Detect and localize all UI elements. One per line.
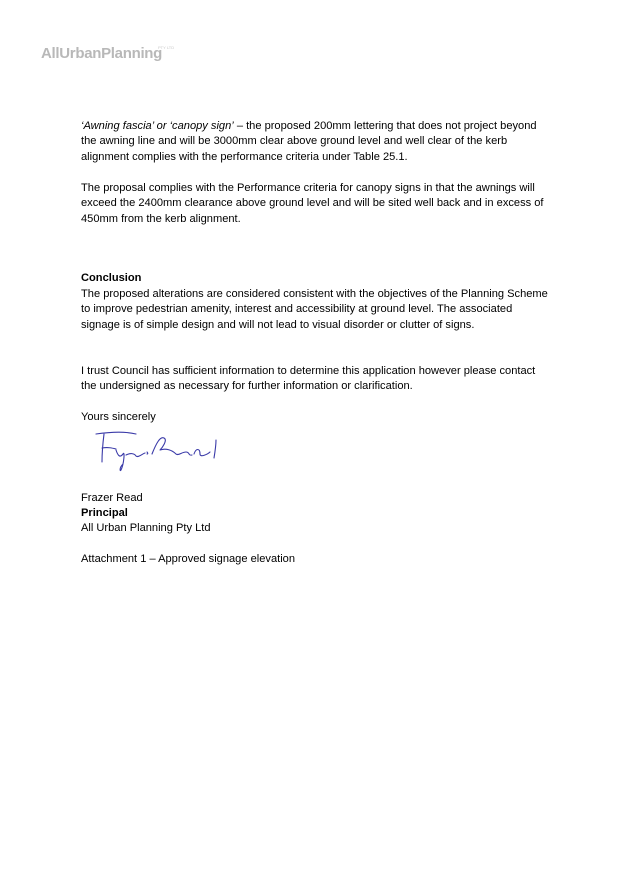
company-logo: AllUrbanPlanning	[41, 45, 163, 62]
company-logo-suffix: PTY LTD	[158, 45, 175, 50]
paragraph-conclusion: The proposed alterations are considered consistent with the objectives of the Planning Scheme to improve pedestrian amenity, interest and accessibility at ground level. The associated signage is of simple design and will not lead to visual disorder or clutter of signs.	[81, 288, 548, 331]
paragraph-awning-fascia	[81, 119, 551, 165]
paragraph-awning-fascia-body: – the proposed 200mm lettering that does not project beyond the awning line and will be 3000mm clear above ground level and well clear of the kerb alignment complies with the performance criteria under Table 25.1.	[81, 120, 537, 163]
paragraph-canopy-signs: The proposal complies with the Performance criteria for canopy signs in that the awnings will exceed the 2400mm clearance above ground level and will be sited well back and in excess of 450mm from the kerb alignment.	[81, 182, 544, 225]
signatory-title: Principal	[81, 507, 128, 519]
handwritten-signature	[90, 428, 240, 474]
paragraph-awning-fascia-lead: ‘Awning fascia’ or ‘canopy sign’	[81, 120, 234, 132]
attachment-note: Attachment 1 – Approved signage elevation	[81, 553, 296, 565]
signatory-name: Frazer Read	[81, 492, 143, 504]
closing-salutation: Yours sincerely	[81, 411, 156, 423]
conclusion-heading: Conclusion	[81, 272, 142, 284]
paragraph-trust-council: I trust Council has sufficient information to determine this application however please contact the undersigned as necessary for further information or clarification.	[81, 365, 536, 393]
signatory-company: All Urban Planning Pty Ltd	[81, 522, 211, 534]
